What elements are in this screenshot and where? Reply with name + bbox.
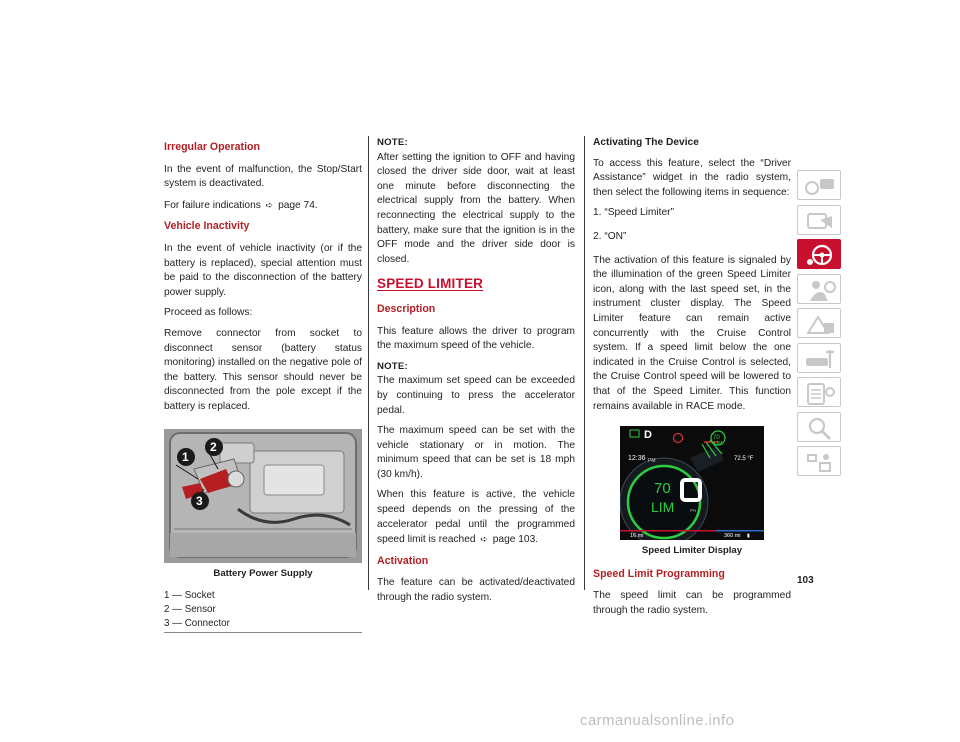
note-label-2: NOTE: [377,360,408,372]
page-ref-arrow-icon: ➪ [480,534,488,545]
programming-paragraph: The speed limit can be programmed through the radio system. [593,590,791,616]
column-divider-2 [584,136,585,590]
battery-power-supply-image [164,429,362,563]
service-icon [798,344,842,374]
clock-suffix: PM [648,458,656,465]
chapter-tabs [797,170,841,481]
search-icon [798,413,842,443]
legend-item-socket: 1 — Socket [164,590,215,602]
tab-customer-assistance[interactable] [797,446,841,476]
tab-in-case-of-emergency[interactable] [797,308,841,338]
small-limit-value: 70 [713,435,720,442]
cluster-graphics [620,426,764,540]
page-ref-arrow-icon: ➪ [265,199,274,210]
tab-technical-specifications[interactable] [797,377,841,407]
speed-limiter-display-image [620,426,764,540]
legend-divider [164,632,362,633]
note-text-2: The maximum set speed can be exceeded by continuing to press the accelerator pedal. [377,375,575,416]
vehicle-inactivity-heading: Vehicle Inactivity [164,220,250,233]
description-paragraph-3 [377,488,575,547]
limit-speed-value: 70 [654,480,671,498]
speed-unit: PH [690,508,697,514]
legend-item-connector: 3 — Connector [164,618,230,630]
inactivity-paragraph-2: Proceed as follows: [164,307,253,319]
activation-paragraph: The feature can be activated/deactivated through the radio system. [377,577,575,604]
cluster-figure-caption: Speed Limiter Display [641,545,743,557]
tab-servicing[interactable] [797,343,841,373]
warning-icon [798,309,842,339]
fuel-pump-icon: ▮ [747,533,750,540]
irregular-paragraph: In the event of malfunction, the Stop/Start system is deactivated. [164,163,362,190]
note-label: NOTE: [377,137,408,148]
programming-heading: Speed Limit Programming [593,567,725,580]
callout-2: 2 [210,439,217,454]
clock-time: 12:36 [628,455,646,463]
legend-item-sensor: 2 — Sensor [164,604,216,616]
irregular-operation-heading: Irregular Operation [164,141,260,153]
battery-illustration [164,429,362,563]
column-3 [593,136,791,624]
activating-paragraph-1: To access this feature, select the “Driver Assistance” widget in the radio system, then select the following items in sequence: [593,157,791,198]
activating-heading: Activating The Device [593,137,699,148]
dashboard-icon [798,171,842,201]
failure-prefix: For failure indications [164,199,261,211]
step-speed-limiter: 1. “Speed Limiter” [593,207,674,219]
column-2 [377,136,575,612]
page-number: 103 [797,575,814,586]
safety-icon [798,206,842,236]
tab-starting-and-operating[interactable] [797,239,841,269]
gear-indicator: D [644,429,652,442]
step-on: 2. “ON” [593,230,627,242]
outside-temperature: 72.5 °F [734,456,754,463]
airbag-icon [798,275,842,305]
steering-wheel-icon [798,240,842,270]
column-1 [164,136,362,633]
battery-figure-caption: Battery Power Supply [213,567,313,579]
inactivity-paragraph-3: Remove connector from socket to disconnect sensor (battery status monitoring) installed on the negative pole of the battery. This sensor should never be disconnected from the pole except if the battery is replaced. [164,327,362,412]
trip-distance: 16 mi [630,533,644,540]
description-paragraph-2: The maximum speed can be set with the vehicle stationary or in motion. The minimum speed that can be set is 18 mph (30 km/h). [377,425,575,480]
small-limit-label: LIM [714,441,723,448]
tab-safety[interactable] [797,205,841,235]
note-text: After setting the ignition to OFF and having closed the driver side door, wait at least one minute before disconnecting the electrical supply from the battery. When reconnecting the electrical supply to the battery, make sure that the ignition is in the OFF mode and the driver side door is closed. [377,151,575,265]
section-title: SPEED LIMITER [377,276,484,292]
watermark: carmanualsonline.info [580,712,735,729]
description-page-link[interactable]: page 103. [492,534,539,546]
inactivity-paragraph-1: In the event of vehicle inactivity (or if the battery is replaced), special attention must be paid to the disconnection of the battery power supply. [164,242,362,298]
failure-indications [164,198,362,214]
callout-3: 3 [196,493,203,508]
activation-heading: Activation [377,554,429,567]
activating-paragraph-2: The activation of this feature is signaled by the illumination of the green Speed Limiter icon, along with the last speed set, in the instrument cluster display. The Speed Limiter feature can remain active concurrently with the Cruise Control system. If a speed limit below the one indicated in the Cruise Control is selected, the Cruise Control speed will be lowered to that of the Speed Limiter. This function remains available in RACE mode. [593,254,791,412]
specs-icon [798,378,842,408]
callout-1: 1 [182,449,189,464]
failure-page-link[interactable]: page 74. [278,199,318,211]
description-heading: Description [377,302,436,315]
multimedia-icon [798,447,842,477]
tab-index[interactable] [797,412,841,442]
tab-getting-to-know[interactable] [797,170,841,200]
description-paragraph-1: This feature allows the driver to program the maximum speed of the vehicle. [377,325,575,352]
fuel-range: 360 mi [724,533,741,540]
description-p3-text: When this feature is active, the vehicle speed depends on the pressing of the accelerator pedal until the programmed speed limit is reached [377,489,575,546]
tab-multimedia[interactable] [797,274,841,304]
column-divider-1 [368,136,369,590]
limit-label: LIM [651,499,675,516]
